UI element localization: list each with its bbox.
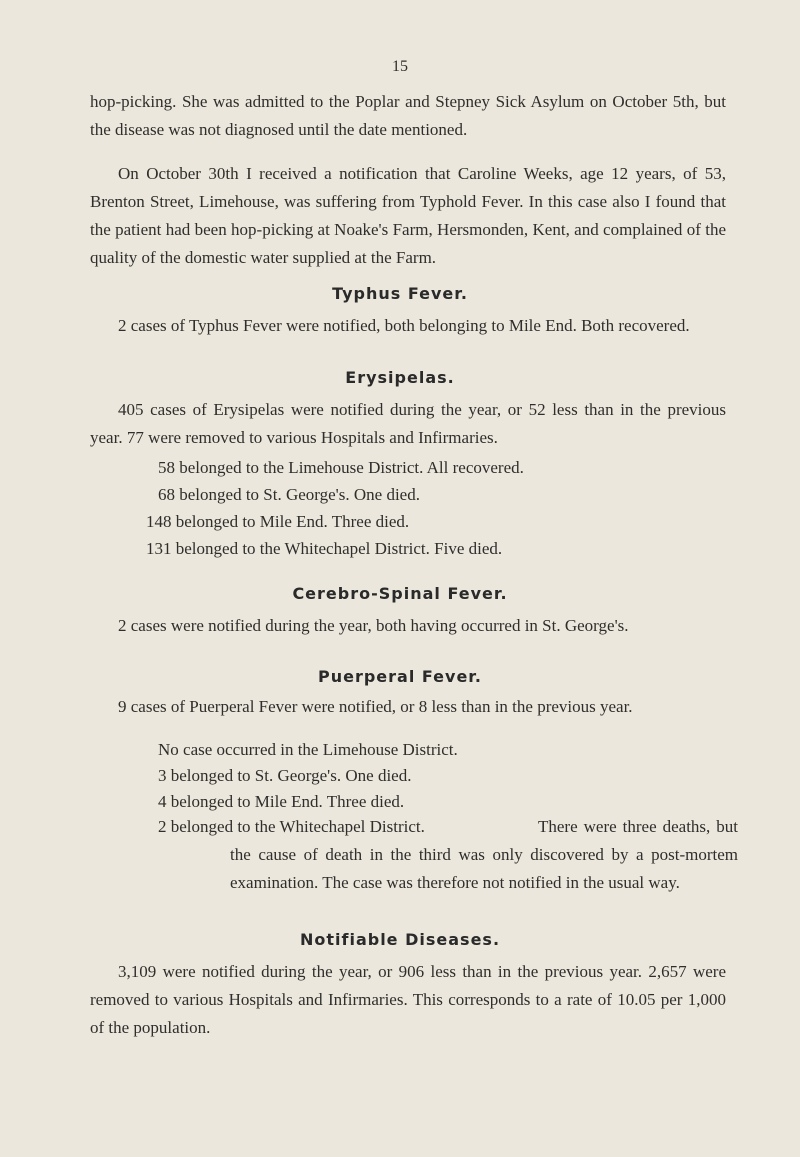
list-item: 131 belonged to the Whitechapel District. Five died.: [146, 539, 503, 558]
puerperal-paragraph: 9 cases of Puerperal Fever were notified, or 8 less than in the previous year.: [118, 697, 633, 716]
intro-paragraph-1: hop-picking. She was admitted to the Poplar and Stepney Sick Asylum on October 5th, but the disease was not diagnosed until the date mentioned.: [90, 92, 726, 139]
erysipelas-heading: Erysipelas.: [345, 368, 455, 387]
typhus-heading: Typhus Fever.: [332, 284, 468, 303]
list-item: 4 belonged to Mile End. Three died.: [158, 792, 405, 811]
puerperal-heading: Puerperal Fever.: [317, 667, 482, 686]
whitechapel-detail: There were three deaths, but the cause of death in the third was only discovered by a post-mortem examination. The case was therefore not notified in the usual way.: [230, 817, 738, 892]
list-item: 68 belonged to St. George's. One died.: [158, 485, 420, 504]
list-item: 148 belonged to Mile End. Three died.: [146, 512, 410, 531]
notifiable-paragraph: 3,109 were notified during the year, or 906 less than in the previous year. 2,657 were removed to various Hospitals and Infirmaries. This corresponds to a rate of 10.05 per 1,000 of the population.: [90, 962, 726, 1037]
typhus-paragraph: 2 cases of Typhus Fever were notified, both belonging to Mile End. Both recovered.: [118, 316, 690, 335]
whitechapel-lead: 2 belonged to the Whitechapel District.: [158, 817, 425, 836]
notifiable-heading: Notifiable Diseases.: [299, 930, 501, 949]
list-item: No case occurred in the Limehouse District.: [158, 740, 458, 759]
erysipelas-paragraph: 405 cases of Erysipelas were notified during the year, or 52 less than in the previous year. 77 were removed to various Hospitals and Infirmaries.: [90, 400, 726, 447]
page-number: 15: [392, 58, 408, 75]
list-item: 3 belonged to St. George's. One died.: [158, 766, 412, 785]
cerebro-spinal-heading: Cerebro-Spinal Fever.: [292, 584, 508, 603]
list-item-whitechapel: [158, 813, 738, 897]
list-item: 58 belonged to the Limehouse District. All recovered.: [158, 458, 524, 477]
cerebro-spinal-paragraph: 2 cases were notified during the year, both having occurred in St. George's.: [118, 616, 629, 635]
intro-paragraph-2: On October 30th I received a notification that Caroline Weeks, age 12 years, of 53, Brenton Street, Limehouse, was suffering from Typhold Fever. In this case also I found that the patient had been hop-picking at Noake's Farm, Hersmonden, Kent, and complained of the quality of the domestic water supplied at the Farm.: [90, 164, 726, 267]
